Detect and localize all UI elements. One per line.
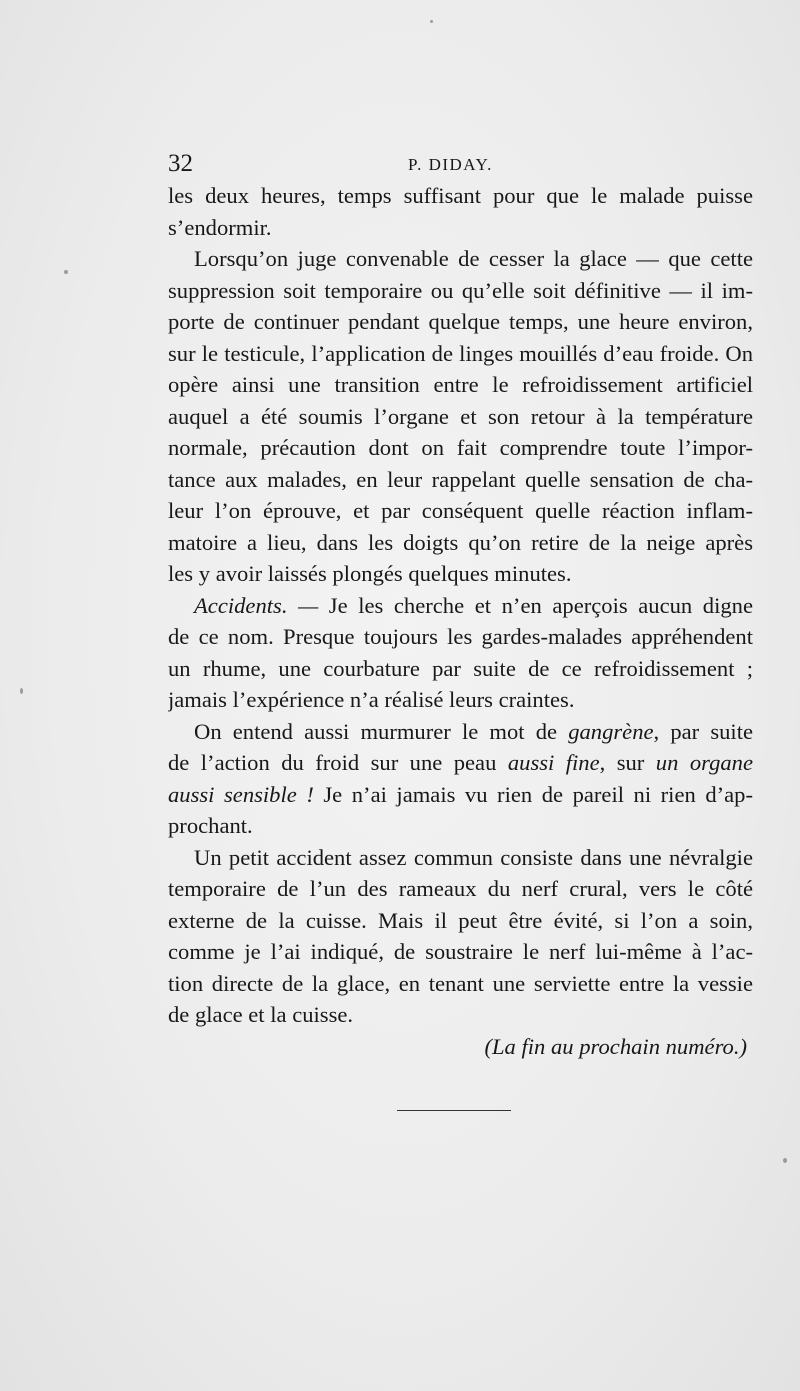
text-line: suppression soit temporaire ou qu’elle soit définitive — il im- [168,277,753,303]
closing-note: (La fin au prochain numéro.) [484,1033,747,1059]
page-header [168,150,753,178]
text-line-accidents [168,590,753,622]
text-line: comme je l’ai indiqué, de soustraire le nerf lui-même à l’ac- [168,939,753,964]
text-line-aussi-sensible [168,779,753,811]
text-line: s’endormir. [168,214,272,240]
text-line: leur l’on éprouve, et par conséquent quelle réaction inflam- [168,498,753,523]
text-line: matoire a lieu, dans les doigts qu’on retire de la neige après [168,529,753,555]
text-line: temporaire de l’un des rameaux du nerf crural, vers le côté [168,876,753,901]
italic-aussi-fine: aussi fine [507,750,600,775]
text-line: porte de continuer pendant quelque temps, une heure environ, [168,309,753,334]
paper-speck [64,270,68,274]
text-line: sur le testicule, l’application de linges mouillés d’eau froide. On [168,340,753,366]
text-segment: Je n’ai jamais vu rien de pareil ni rien d’ap- [323,781,753,807]
paper-speck [783,1158,787,1163]
page-number: 32 [168,150,193,177]
text-line: normale, précaution dont on fait comprendre toute l’impor- [168,435,753,460]
running-head: P. DIDAY. [408,155,493,174]
paper-speck [430,20,433,23]
text-line: Lorsqu’on juge convenable de cesser la glace — que cette [194,246,753,271]
italic-un-organe: un organe [655,750,753,775]
text-line-gangrene [168,716,753,748]
section-label-accidents: Accidents. — [194,592,319,618]
text-line: les y avoir laissés plongés quelques minutes. [168,561,572,586]
text-line: de glace et la cuisse. [168,1002,354,1027]
text-line: de ce nom. Presque toujours les gardes-malades appréhendent [168,624,753,649]
text-segment: On entend aussi murmurer le mot de [194,718,558,744]
text-line: prochant. [168,813,253,838]
end-rule [397,1110,511,1111]
italic-gangrene: gangrène [568,718,654,744]
italic-aussi-sensible: aussi sensible ! [168,781,314,807]
text-line: les deux heures, temps suffisant pour que le malade puisse [168,183,753,208]
text-line: un rhume, une courbature par suite de ce refroidissement ; [168,655,753,681]
text-line: Un petit accident assez commun consiste dans une névralgie [194,844,753,870]
text-line: opère ainsi une transition entre le refroidissement artificiel [168,372,753,397]
text-line: tance aux malades, en leur rappelant quelle sensation de cha- [168,466,753,492]
paper-speck [20,688,23,694]
text-segment: Je les cherche et n’en aperçois aucun digne [328,592,753,618]
body-text [168,180,753,1062]
text-line: tion directe de la glace, en tenant une serviette entre la vessie [168,970,753,996]
text-segment: , sur [599,750,645,775]
text-line: externe de la cuisse. Mais il peut être évité, si l’on a soin, [168,907,753,933]
text-line: jamais l’expérience n’a réalisé leurs craintes. [168,687,575,712]
text-segment: , par suite [653,718,753,744]
text-line: auquel a été soumis l’organe et son retour à la température [168,403,753,429]
text-segment: de l’action du froid sur une peau [168,750,497,775]
text-line-aussi-fine [168,747,753,779]
